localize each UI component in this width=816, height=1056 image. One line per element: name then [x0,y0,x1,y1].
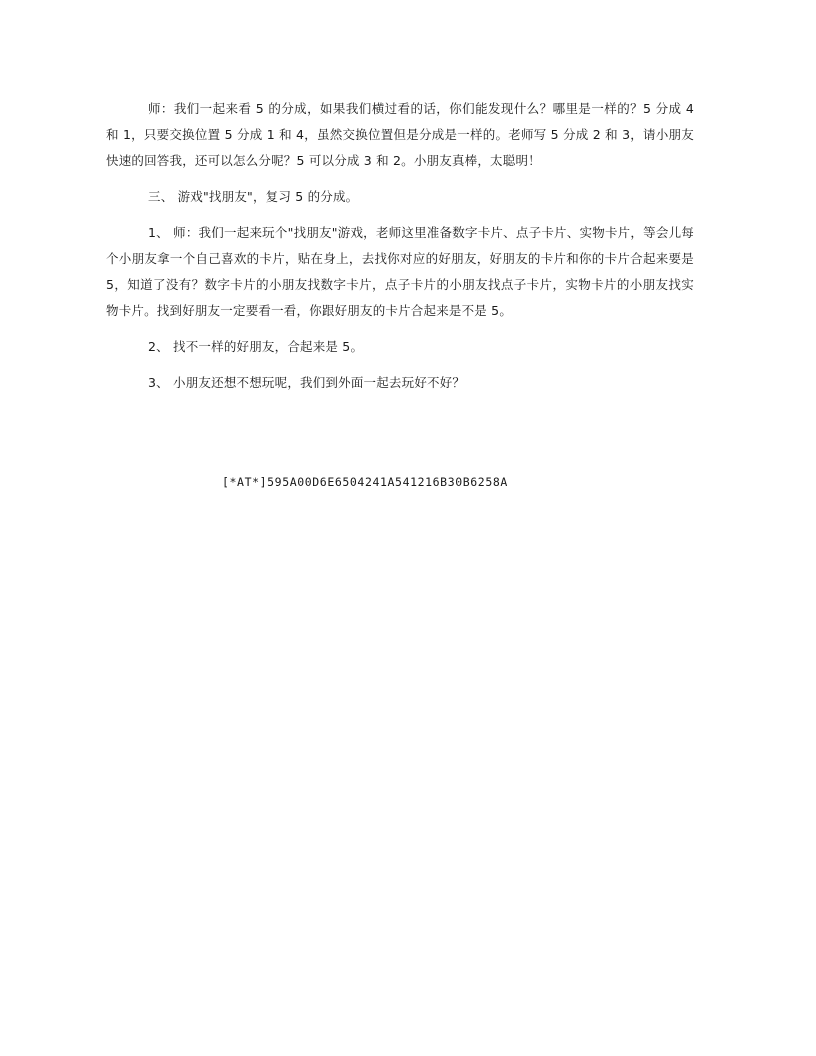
document-body [106,96,694,406]
document-code-line: [*AT*]595A00D6E6504241A541216B30B6258A [222,475,508,489]
paragraph-game-step-3: 3、 小朋友还想不想玩呢，我们到外面一起去玩好不好？ [148,375,466,390]
paragraph-game-step-1: 1、 师：我们一起来玩个"找朋友"游戏，老师这里准备数字卡片、点子卡片、实物卡片，等会儿每个小朋友拿一个自己喜欢的卡片，贴在身上，去找你对应的好朋友，好朋友的卡片和你的卡片合起来要是 5，知道了没有？数字卡片的小朋友找数字卡片，点子卡片的小朋友找点子卡片，实物卡片的小朋友找实物卡片。找到好朋友一定要看一看，你跟好朋友的卡片合起来是不是 5。 [106,225,694,318]
section-heading-game: 三、 游戏"找朋友"，复习 5 的分成。 [148,189,359,204]
paragraph-game-step-2: 2、 找不一样的好朋友，合起来是 5。 [148,339,364,354]
paragraph-teacher-5-decomposition: 师：我们一起来看 5 的分成，如果我们横过看的话，你们能发现什么？哪里是一样的？5 分成 4 和 1，只要交换位置 5 分成 1 和 4，虽然交换位置但是分成是一样的。老师写 5 分成 2 和 3，请小朋友快速的回答我，还可以怎么分呢？5 可以分成 3 和 2。小朋友真棒，太聪明！ [106,101,694,168]
